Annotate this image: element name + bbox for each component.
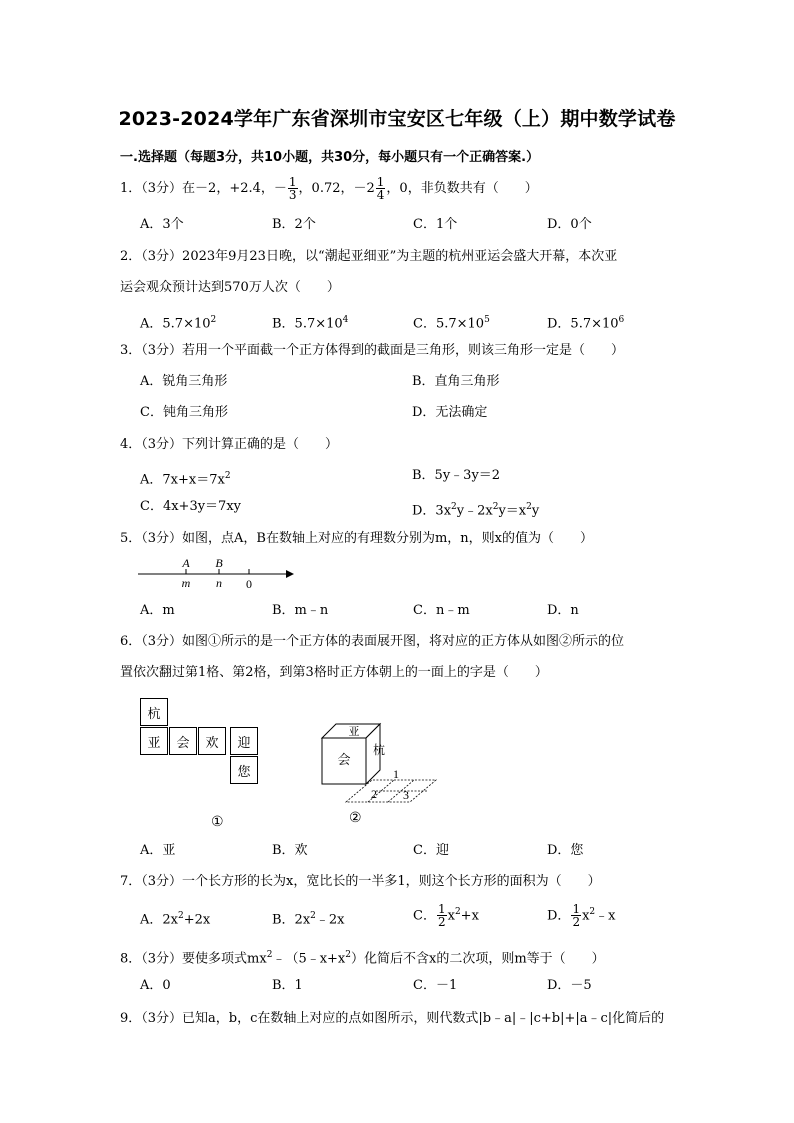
label-n: n <box>216 576 222 590</box>
option-a: A．m <box>140 603 175 618</box>
question-6-line2: 置依次翻过第1格、第2格，到第3格时正方体朝上的一面上的字是（ ） <box>120 665 548 680</box>
cube-side-label: 杭 <box>372 743 386 757</box>
cube-top-label: 亚 <box>348 725 360 738</box>
question-3: 3．（3分）若用一个平面截一个正方体得到的截面是三角形，则该三角形一定是（ ） <box>120 343 625 358</box>
question-1: 1．（3分）在－2，+2.4，－ $\frac{1}{3}$ ，0.72，－2 $\frac{1}{4}$ ，0，非负数共有（ ） <box>120 175 538 202</box>
net-cell: 会 <box>169 727 197 755</box>
option-b: B．m﹣n <box>272 603 329 618</box>
question-7: 7．（3分）一个长方形的长为x，宽比长的一半多1，则这个长方形的面积为（ ） <box>120 874 601 889</box>
number-line-figure <box>136 552 296 592</box>
grid-label-3: 3 <box>403 788 409 802</box>
option-a: A．0 <box>140 978 171 993</box>
net-cell: 您 <box>230 756 258 784</box>
grid-label-2: 2 <box>371 787 377 801</box>
option-b: B．直角三角形 <box>412 374 500 389</box>
option-d: D．－5 <box>547 978 592 993</box>
option-d: D．$5.7\times 10^6$ <box>547 315 625 332</box>
cube-figure <box>316 716 446 806</box>
option-d: D．0个 <box>547 217 592 232</box>
net-cell: 亚 <box>140 727 168 755</box>
option-b: B．$5.7\times 10^4$ <box>272 315 349 332</box>
grid-label-1: 1 <box>393 767 399 781</box>
net-cell: 迎 <box>230 727 258 755</box>
option-c: C．迎 <box>413 843 449 858</box>
fraction: $\frac{1}{4}$ <box>376 175 385 202</box>
label-zero: 0 <box>246 577 252 591</box>
option-a: A．3个 <box>140 217 184 232</box>
option-a: A．锐角三角形 <box>140 374 228 389</box>
option-d: D．您 <box>547 843 584 858</box>
option-d: D． $\frac{1}{2}$ $x^2﹣x$ <box>547 902 616 930</box>
option-b: B．1 <box>272 978 303 993</box>
option-c: C．－1 <box>413 978 458 993</box>
option-a: A．$2x^2+2x$ <box>140 911 211 928</box>
option-d: D．无法确定 <box>412 405 488 420</box>
option-c: C． $\frac{1}{2}$ $x^2+x$ <box>413 902 479 930</box>
question-2-line1: 2．（3分）2023年9月23日晚，以“潮起亚细亚”为主题的杭州亚运会盛大开幕，本次亚 <box>120 249 618 264</box>
option-d: D．n <box>547 603 579 618</box>
option-c: C．钝角三角形 <box>140 405 228 420</box>
cube-front-label: 会 <box>337 753 351 768</box>
label-b: B <box>215 556 223 570</box>
option-b: B．5y﹣3y＝2 <box>412 468 501 483</box>
option-c: C．n﹣m <box>413 603 470 618</box>
option-c: C．4x+3y＝7xy <box>140 499 242 514</box>
option-d: D．$3x^2y﹣2x^2y=x^2y$ <box>412 502 540 519</box>
arrow-head-icon <box>286 570 294 578</box>
net-cell: 欢 <box>198 727 226 755</box>
page-title: 2023-2024学年广东省深圳市宝安区七年级（上）期中数学试卷 <box>118 108 676 130</box>
question-8: 8．（3分）要使多项式$mx^2﹣(5﹣x+x^2)$化简后不含x的二次项，则m等于（ ） <box>120 950 605 967</box>
fraction: $\frac{1}{3}$ <box>288 175 297 202</box>
option-b: B．$2x^2﹣2x$ <box>272 911 345 928</box>
net-cell: 杭 <box>140 698 168 726</box>
option-b: B．2个 <box>272 217 316 232</box>
label-a: A <box>182 556 190 570</box>
question-4: 4．（3分）下列计算正确的是（ ） <box>120 437 339 452</box>
option-a: A．亚 <box>140 843 176 858</box>
option-a: A．$7x+x=7x^2$ <box>140 471 231 488</box>
option-b: B．欢 <box>272 843 308 858</box>
figure-2-label: ② <box>349 810 362 826</box>
question-6-line1: 6．（3分）如图①所示的是一个正方体的表面展开图，将对应的正方体从如图②所示的位 <box>120 634 625 649</box>
fraction: $\frac{1}{2}$ <box>572 902 581 930</box>
option-c: C．1个 <box>413 217 458 232</box>
figure-1-label: ① <box>211 814 224 830</box>
question-2-line2: 运会观众预计达到570万人次（ ） <box>120 280 340 295</box>
fraction: $\frac{1}{2}$ <box>437 902 446 930</box>
label-m: m <box>181 576 191 590</box>
question-5: 5．（3分）如图，点A，B在数轴上对应的有理数分别为m，n，则x的值为（ ） <box>120 531 594 546</box>
question-9: 9．（3分）已知a，b，c在数轴上对应的点如图所示，则代数式|b﹣a|﹣|c+b|+|a﹣c|化简后的 <box>120 1011 665 1026</box>
option-c: C．$5.7\times 10^5$ <box>413 315 490 332</box>
option-a: A．$5.7\times 10^2$ <box>140 315 217 332</box>
section-heading: 一.选择题（每题3分，共10小题，共30分，每小题只有一个正确答案.） <box>120 150 540 165</box>
